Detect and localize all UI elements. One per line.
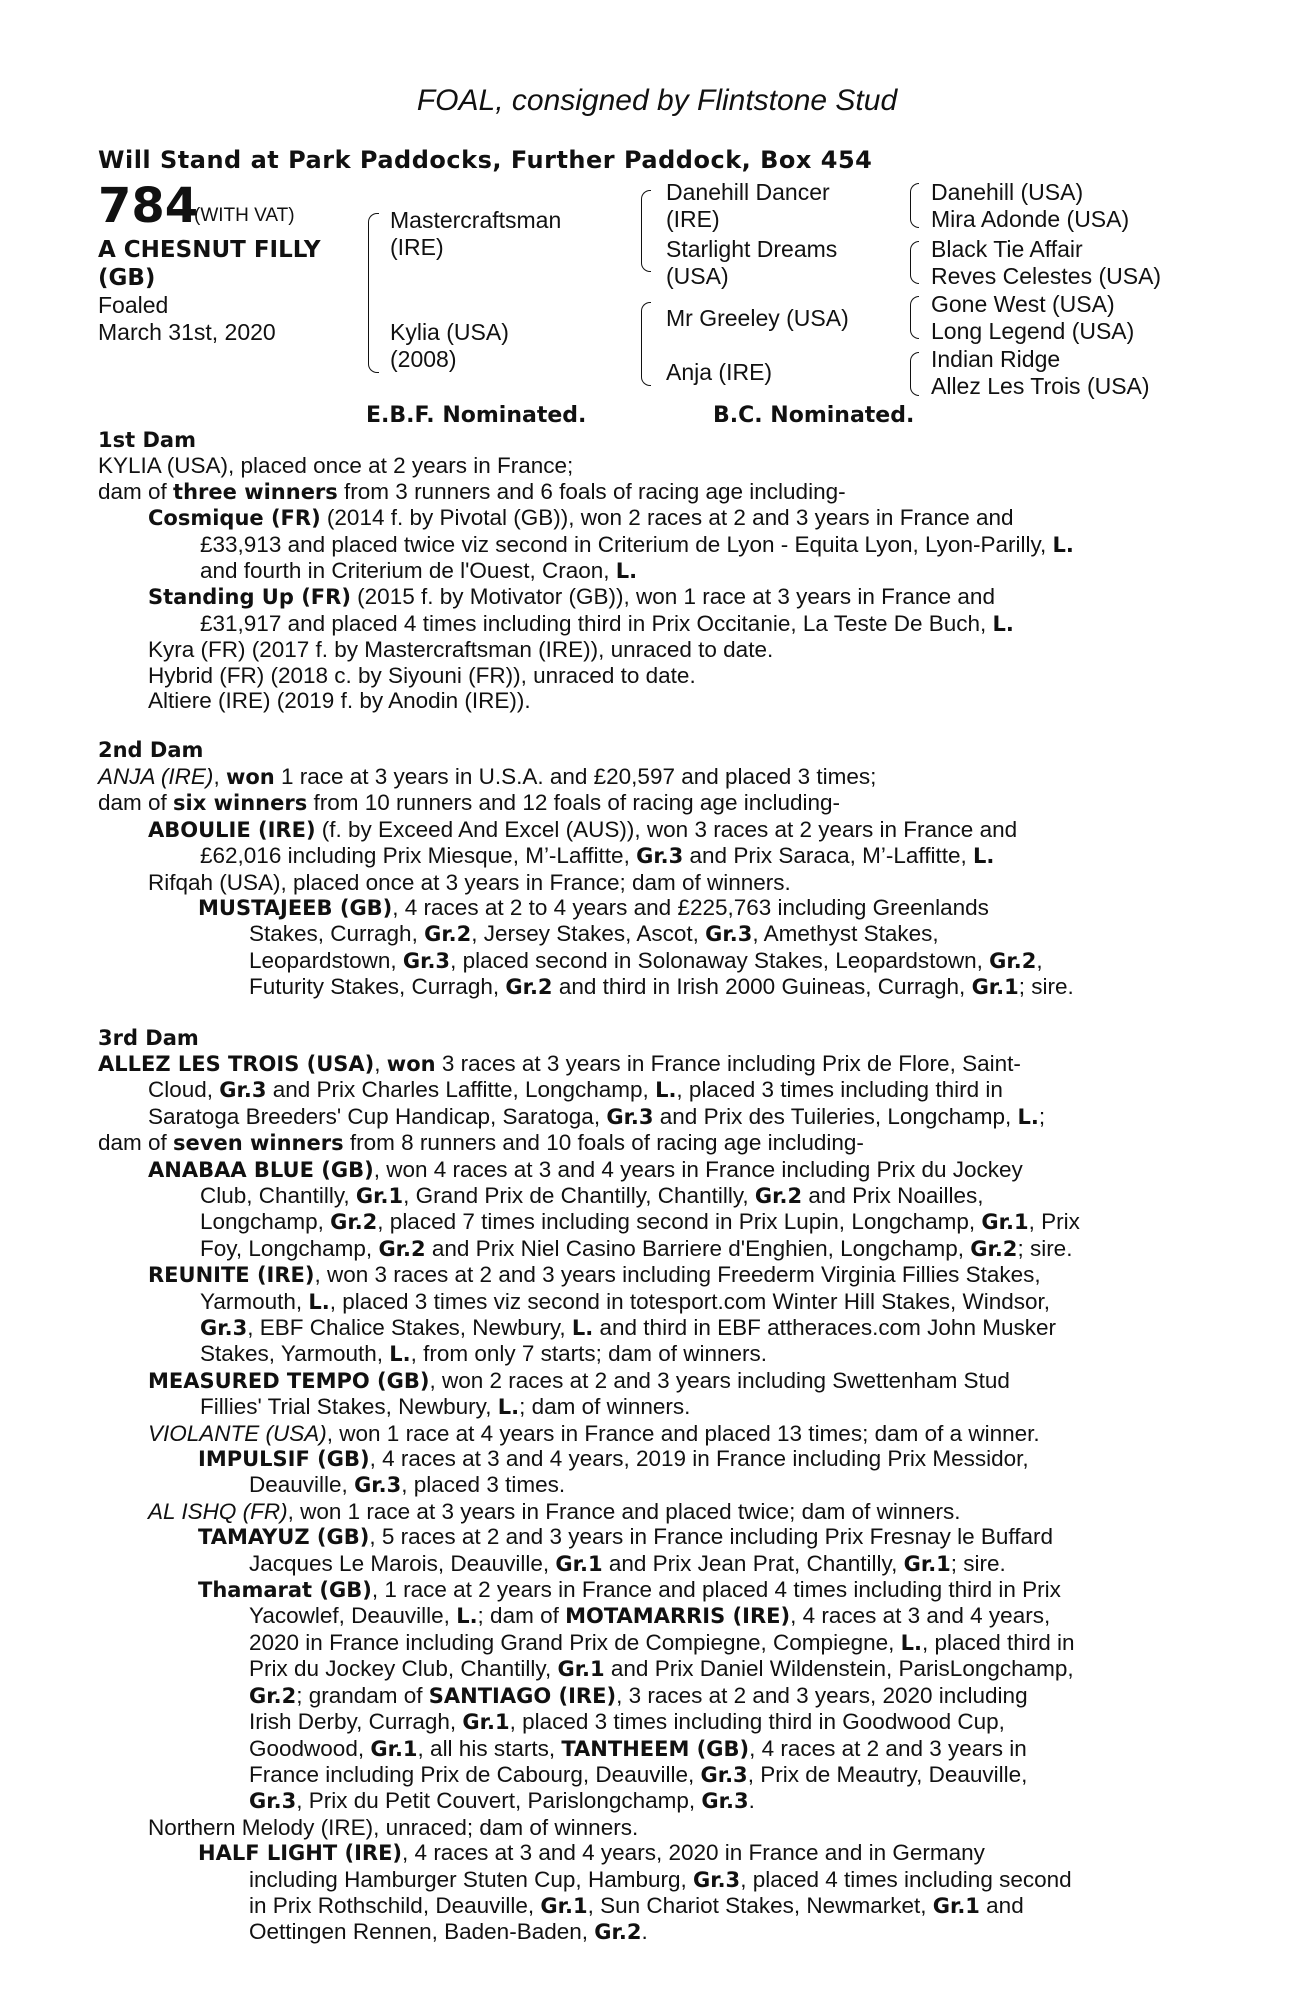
text: , placed 4 times including second [740, 1866, 1072, 1892]
second-dam-heading: 2nd Dam [98, 738, 204, 763]
dam-name: ANJA (IRE) [98, 763, 214, 789]
text: Stakes, Yarmouth, [200, 1341, 390, 1367]
text: , 1 race at 2 years in France and placed 4 times including third in Prix [371, 1577, 1061, 1603]
text: from 10 runners and 12 foals of racing age including- [307, 790, 841, 816]
sire-of-sire [666, 179, 830, 233]
text: , won 1 race at 3 years in France and placed twice; dam of winners. [287, 1498, 961, 1524]
second-dam-intro [98, 764, 1204, 790]
vat-note: (WITH VAT) [194, 205, 295, 226]
sire-name: Mastercraftsman [390, 207, 562, 233]
foaled-label: Foaled [98, 292, 169, 318]
text: , 4 races at 3 and 4 years, [790, 1603, 1051, 1629]
text: , won 3 races at 2 and 3 years including Freederm Virginia Fillies Stakes, [314, 1262, 1041, 1288]
description-line: (GB) [98, 265, 156, 291]
text: and Prix des Tuileries, Longchamp, [653, 1103, 1018, 1129]
produce-entry-reunite [98, 1262, 1204, 1368]
grade: Gr.1 [981, 1210, 1029, 1235]
sire-country: (IRE) [390, 234, 444, 260]
grade: Gr.3 [606, 1104, 654, 1129]
grade: Gr.3 [701, 1789, 749, 1814]
text: Futurity Stakes, Curragh, [249, 974, 506, 1000]
dam-year: (2008) [390, 346, 457, 372]
text: £33,913 and placed twice viz second in Criterium de Lyon - Equita Lyon, Lyon-Parilly, [200, 531, 1053, 557]
pedigree-bracket [368, 213, 379, 373]
text: Oettingen Rennen, Baden-Baden, [249, 1919, 595, 1945]
text: , won 2 races at 2 and 3 years including Swettenham Stud [429, 1367, 1010, 1393]
text: , Prix du Petit Couvert, Parislongchamp, [296, 1788, 702, 1814]
won-label: won [225, 764, 275, 789]
produce-entry-altiere: Altiere (IRE) (2019 f. by Anodin (IRE)). [148, 688, 531, 714]
text: ; dam of [477, 1603, 566, 1629]
sire [390, 207, 561, 261]
ebf-nomination: E.B.F. Nominated. [366, 403, 587, 428]
grade: Gr.1 [971, 975, 1019, 1000]
text: ; sire. [950, 1550, 1006, 1576]
grade: Gr.2 [505, 975, 553, 1000]
winners-count: six winners [173, 791, 308, 816]
text: , 3 races at 2 and 3 years, 2020 including [616, 1682, 1028, 1708]
produce-entry-measured-tempo [98, 1368, 1204, 1421]
produce-entry-hybrid: Hybrid (FR) (2018 c. by Siyouni (FR)), unraced to date. [148, 662, 696, 688]
text: , won 1 race at 4 years in France and placed 13 times; dam of a winner. [326, 1420, 1040, 1446]
grade: Gr.2 [424, 922, 472, 947]
pedigree-bracket [641, 302, 651, 386]
text: £62,016 including Prix Miesque, M’-Laffitte, [200, 843, 637, 869]
text: , placed 3 times including third in Goodwood Cup, [509, 1709, 1005, 1735]
text: . [748, 1788, 755, 1814]
horse-name: ABOULIE (IRE) [148, 817, 316, 842]
text: , placed second in Solonaway Stakes, Leopardstown, [450, 947, 990, 973]
grade: L. [1017, 1104, 1039, 1129]
first-dam-intro: KYLIA (USA), placed once at 2 years in France; [98, 453, 574, 479]
grade: Gr.1 [932, 1893, 980, 1918]
foaled-date: March 31st, 2020 [98, 319, 276, 345]
horse-name: TANTHEEM (GB) [561, 1736, 750, 1761]
grade: L. [900, 1630, 922, 1655]
text: Saratoga Breeders' Cup Handicap, Saratoga, [148, 1103, 607, 1129]
text: Irish Derby, Curragh, [249, 1709, 463, 1735]
text: dam of [98, 790, 174, 816]
grade: Gr.2 [378, 1236, 426, 1261]
horse-name: Cosmique (FR) [148, 506, 321, 531]
text: ; sire. [1018, 974, 1074, 1000]
grade: L. [615, 559, 638, 584]
horse-name: REUNITE (IRE) [148, 1263, 315, 1288]
winners-count: seven winners [173, 1131, 344, 1156]
text: from 8 runners and 10 foals of racing age including- [343, 1130, 864, 1156]
text: and third in Irish 2000 Guineas, Curragh, [552, 974, 972, 1000]
third-dam-intro [98, 1051, 1204, 1130]
horse-name: MOTAMARRIS (IRE) [565, 1604, 791, 1629]
text: , won 4 races at 3 and 4 years in France including Prix du Jockey [373, 1156, 1023, 1182]
grade: Gr.3 [636, 844, 684, 869]
text: Yarmouth, [200, 1288, 309, 1314]
text: Longchamp, [200, 1209, 331, 1235]
text: Jacques Le Marois, Deauville, [249, 1550, 556, 1576]
grade: Gr.1 [355, 1183, 404, 1208]
grade: L. [992, 611, 1014, 636]
description-line: A CHESNUT FILLY [98, 237, 321, 263]
catalogue-body [98, 428, 1204, 1946]
grade: Gr.2 [989, 948, 1037, 973]
horse-name: TAMAYUZ (GB) [198, 1525, 370, 1550]
text: from 3 runners and 6 foals of racing age including- [337, 478, 846, 504]
dam-of-dam: Anja (IRE) [666, 359, 773, 385]
produce-entry-standing-up [98, 584, 1204, 637]
produce-entry-northern-melody: Northern Melody (IRE), unraced; dam of winners. [148, 1814, 639, 1840]
text: and third in EBF attheraces.com John Musker [593, 1315, 1056, 1340]
text: and Prix Jean Prat, Chantilly, [602, 1550, 904, 1576]
grade: L. [497, 1395, 520, 1420]
winners-count: three winners [173, 479, 338, 504]
text: and Prix Saraca, M’-Laffitte, [683, 843, 973, 869]
text: , 4 races at 3 and 4 years, 2019 in France including Prix Messidor, [369, 1446, 1029, 1472]
grade: L. [571, 1316, 594, 1340]
produce-entry-half-light [98, 1840, 1204, 1946]
grade: Gr.3 [219, 1078, 267, 1103]
text: in Prix Rothschild, Deauville, [249, 1892, 541, 1918]
grade: L. [973, 844, 995, 869]
produce-entry-rifqah: Rifqah (USA), placed once at 3 years in France; dam of winners. [148, 869, 791, 895]
text: dam of [98, 1130, 174, 1156]
pedigree-bracket [910, 296, 919, 339]
horse-name: AL ISHQ (FR) [148, 1498, 288, 1524]
text: Foy, Longchamp, [200, 1235, 379, 1261]
text: , Prix de Meautry, Deauville, [747, 1761, 1028, 1787]
produce-entry-cosmique [98, 505, 1204, 584]
text: Goodwood, [249, 1735, 371, 1761]
text: , [1036, 947, 1043, 973]
text: , Prix [1028, 1209, 1080, 1235]
text: , 5 races at 2 and 3 years in France including Prix Fresnay le Buffard [369, 1524, 1054, 1550]
grade: Gr.3 [402, 948, 451, 973]
grade: Gr.2 [754, 1183, 803, 1208]
text: and [979, 1892, 1024, 1918]
text: Prix du Jockey Club, Chantilly, [249, 1656, 558, 1682]
grade: Gr.2 [249, 1683, 297, 1708]
text: Deauville, [249, 1472, 355, 1498]
text: and Prix Charles Laffitte, Longchamp, [266, 1077, 656, 1103]
lot-description [98, 236, 321, 292]
text: 1 race at 3 years in U.S.A. and £20,597 and placed 3 times; [274, 763, 877, 789]
text: Fillies' Trial Stakes, Newbury, [200, 1394, 498, 1420]
text: , EBF Chalice Stakes, Newbury, [247, 1315, 572, 1340]
dam-of-sire [666, 236, 837, 290]
text: ; [1038, 1103, 1046, 1129]
text: ; dam of winners. [519, 1394, 691, 1420]
pedigree-bracket [910, 352, 919, 396]
great-grandparent: Danehill (USA) [931, 179, 1084, 205]
produce-entry-anabaa-blue [98, 1157, 1204, 1263]
grade: Gr.3 [692, 1867, 741, 1892]
text: , Sun Chariot Stakes, Newmarket, [587, 1892, 933, 1918]
foaled-info [98, 292, 276, 346]
horse-name: MUSTAJEEB (GB) [198, 895, 393, 920]
produce-entry-thamarat [98, 1577, 1204, 1815]
text: including Hamburger Stuten Cup, Hamburg, [249, 1866, 693, 1892]
grade: Gr.2 [970, 1236, 1018, 1261]
horse-name: IMPULSIF (GB) [198, 1447, 370, 1472]
produce-entry-aboulie [98, 817, 1204, 870]
sire-of-dam: Mr Greeley (USA) [666, 305, 849, 331]
text: 3 races at 3 years in France including Prix de Flore, Saint- [435, 1050, 1021, 1076]
section-gap [98, 713, 1204, 738]
pedigree-bracket [641, 190, 651, 272]
horse-name: VIOLANTE (USA) [148, 1420, 327, 1446]
text: , placed 3 times including third in [676, 1077, 1003, 1103]
great-grandparent: Long Legend (USA) [931, 318, 1135, 344]
text: . [641, 1919, 648, 1945]
great-grandparent: Allez Les Trois (USA) [931, 373, 1150, 399]
text: France including Prix de Cabourg, Deauville, [249, 1761, 701, 1787]
dam-name: ALLEZ LES TROIS (USA) [98, 1051, 375, 1076]
third-dam-produce [98, 1130, 1204, 1156]
horse-name: MEASURED TEMPO (GB) [148, 1368, 430, 1393]
grade: Gr.1 [555, 1551, 603, 1576]
text: and fourth in Criterium de l'Ouest, Craon, [200, 558, 616, 584]
dam-name: Kylia (USA) [390, 319, 509, 345]
pedigree-bracket [910, 241, 919, 284]
grade: Gr.1 [557, 1657, 605, 1682]
grade: Gr.1 [462, 1710, 510, 1735]
produce-entry-impulsif [98, 1446, 1204, 1499]
text: (2015 f. by Motivator (GB)), won 1 race at 3 years in France and [350, 584, 995, 610]
first-dam-heading: 1st Dam [98, 428, 196, 452]
grade: L. [308, 1289, 330, 1314]
text: , 4 races at 2 and 3 years in [749, 1735, 1027, 1761]
horse-name: ANABAA BLUE (GB) [148, 1157, 374, 1182]
great-grandparent: Reves Celestes (USA) [931, 263, 1162, 289]
text: Yacowlef, Deauville, [249, 1603, 457, 1629]
grandsire-country: (IRE) [666, 206, 720, 232]
bc-nomination: B.C. Nominated. [713, 403, 915, 428]
won-label: won [386, 1051, 436, 1076]
dam [390, 319, 509, 373]
granddam-name: Starlight Dreams [666, 236, 838, 262]
great-grandparent: Gone West (USA) [931, 291, 1115, 317]
text: , from only 7 starts; dam of winners. [410, 1341, 767, 1367]
grade: Gr.2 [594, 1920, 642, 1945]
produce-entry-mustajeeb [98, 895, 1204, 1001]
text: £31,917 and placed 4 times including third in Prix Occitanie, La Teste De Buch, [200, 610, 993, 636]
text: Leopardstown, [249, 947, 403, 973]
produce-entry-kyra: Kyra (FR) (2017 f. by Mastercraftsman (IRE)), unraced to date. [148, 637, 774, 663]
text: , placed 3 times. [401, 1472, 566, 1498]
grade: Gr.1 [903, 1551, 951, 1576]
text: , [213, 763, 226, 789]
text: Stakes, Curragh, [249, 921, 425, 947]
text: and Prix Noailles, [802, 1182, 984, 1208]
first-dam-produce [98, 479, 1204, 505]
grade: Gr.2 [330, 1210, 378, 1235]
horse-name: Thamarat (GB) [198, 1578, 372, 1603]
grade: L. [1052, 532, 1074, 557]
horse-name: Standing Up (FR) [148, 585, 351, 610]
text: Cloud, [148, 1077, 220, 1103]
text: (2014 f. by Pivotal (GB)), won 2 races at 2 and 3 years in France and [320, 505, 1014, 531]
grandsire-name: Danehill Dancer [666, 179, 830, 205]
grade: L. [456, 1604, 478, 1629]
text: , placed 3 times viz second in totesport.com Winter Hill Stakes, Windsor, [329, 1288, 1051, 1314]
grade: Gr.1 [540, 1893, 588, 1918]
pedigree-bracket [910, 183, 919, 228]
text: and Prix Daniel Wildenstein, ParisLongchamp, [604, 1656, 1074, 1682]
produce-entry-al-ishq [98, 1499, 1204, 1524]
text: , Grand Prix de Chantilly, Chantilly, [403, 1182, 755, 1208]
lot-number: 784 [98, 178, 199, 234]
second-dam-produce [98, 790, 1204, 816]
text: , Jersey Stakes, Ascot, [471, 921, 706, 947]
grade: Gr.3 [700, 1762, 748, 1787]
text: , 4 races at 3 and 4 years, 2020 in France and in Germany [402, 1840, 985, 1866]
text: 2020 in France including Grand Prix de Compiegne, Compiegne, [249, 1629, 901, 1655]
great-grandparent: Black Tie Affair [931, 236, 1083, 262]
text: , [374, 1050, 387, 1076]
grade: Gr.3 [354, 1473, 402, 1498]
text: , placed 7 times including second in Prix Lupin, Longchamp, [377, 1209, 982, 1235]
text: , Amethyst Stakes, [752, 921, 939, 947]
grade: Gr.3 [705, 922, 753, 947]
text: , 4 races at 2 to 4 years and £225,763 including Greenlands [392, 894, 989, 920]
granddam-country: (USA) [666, 263, 729, 289]
text: and Prix Niel Casino Barriere d'Enghien, Longchamp, [425, 1235, 971, 1261]
text: , placed third in [921, 1629, 1075, 1655]
grade: Gr.3 [200, 1316, 248, 1340]
produce-entry-tamayuz [98, 1524, 1204, 1577]
section-gap [98, 1001, 1204, 1026]
horse-name: SANTIAGO (IRE) [428, 1683, 617, 1708]
grade: Gr.3 [249, 1789, 297, 1814]
text: Club, Chantilly, [200, 1182, 356, 1208]
grade: L. [655, 1078, 677, 1103]
great-grandparent: Indian Ridge [931, 346, 1061, 372]
text: dam of [98, 478, 174, 504]
stand-location: Will Stand at Park Paddocks, Further Paddock, Box 454 [98, 146, 873, 174]
text: ; sire. [1017, 1235, 1073, 1261]
text: , all his starts, [417, 1735, 562, 1761]
grade: Gr.1 [370, 1736, 418, 1761]
consignment-line: FOAL, consigned by Flintstone Stud [416, 84, 898, 117]
text: ; grandam of [296, 1682, 429, 1708]
third-dam-heading: 3rd Dam [98, 1025, 199, 1050]
horse-name: HALF LIGHT (IRE) [198, 1841, 403, 1866]
text: (f. by Exceed And Excel (AUS)), won 3 races at 2 years in France and [315, 816, 1018, 842]
produce-entry-violante [98, 1421, 1204, 1446]
grade: L. [389, 1342, 411, 1367]
great-grandparent: Mira Adonde (USA) [931, 206, 1130, 232]
